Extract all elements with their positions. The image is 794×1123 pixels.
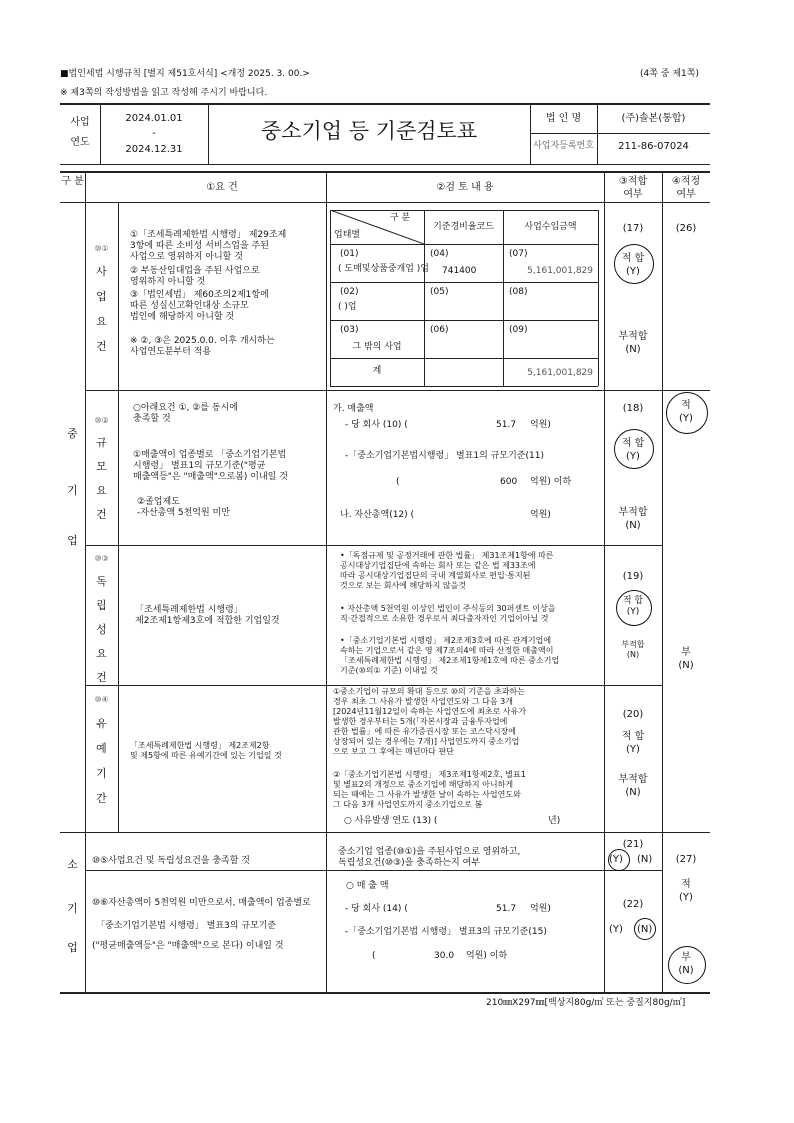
s102-asset: 나. 자산총액(12) ( <box>340 510 415 520</box>
s106-req-3: ("평균매출액등"은 "매출액"으로 본다) 이내일 것 <box>92 941 284 951</box>
section-102-title: 규 <box>96 436 107 449</box>
rule <box>424 210 425 386</box>
s106-company: - 당 회사 (14) ( <box>345 904 408 914</box>
s101-fit-yes: 적 합 (Y) <box>621 253 645 277</box>
s102-req-1: ①매출액이 업종별로 「중소기업기본법 시행령」 별표1의 규모기준("평균 매출액등"은 "매출액"으로봄) 이내일 것 <box>133 450 288 482</box>
s102-req-a: ○아래요건 ①, ②를 동시에 충족할 것 <box>133 403 238 424</box>
proper-small-no-label: 부 (N) <box>678 952 694 976</box>
proper-sme-no: (26) <box>675 223 697 234</box>
s106-fit-no: (22) <box>622 899 644 910</box>
period-start: 2024.01.01 <box>125 113 183 124</box>
section-103-title: 건 <box>96 671 107 684</box>
row3-amount-no: (09) <box>509 325 528 335</box>
s106-std-value: 30.0 <box>434 951 455 961</box>
rule <box>60 992 710 994</box>
s103-fit-yes: 적 합 (Y) <box>622 596 644 617</box>
section-101-title: 건 <box>96 340 107 353</box>
s102-std-unit: 억원) 이하 <box>530 477 572 487</box>
section-101-title: 업 <box>96 290 107 303</box>
row3-code-no: (06) <box>430 325 449 335</box>
s102-std-open: ( <box>396 477 400 487</box>
row1-amount: 5,161,001,829 <box>527 266 593 276</box>
tbl-gubun: 구 분 <box>390 213 411 223</box>
tbl-code-header: 기준경비율코드 <box>433 222 494 232</box>
rule <box>662 172 663 992</box>
s101-req-note: ※ ②, ③은 2025.0.0. 이후 개시하는 사업연도분부터 적용 <box>130 336 275 357</box>
col-requirement: ①요 건 <box>206 182 238 193</box>
small-label-2: 기 <box>67 902 78 915</box>
row2-amount-no: (08) <box>509 287 528 297</box>
s106-company-value: 51.7 <box>496 904 517 914</box>
section-102-title: 요 <box>96 484 107 497</box>
biz-no: 211-86-07024 <box>618 141 689 152</box>
section-104-title: 유 <box>96 717 107 730</box>
tbl-upte: 업태별 <box>334 230 361 240</box>
s106-std-open: ( <box>372 951 376 961</box>
s105-fit-n: (N) <box>637 854 653 865</box>
corp-name: (주)솔본(통합) <box>621 113 686 124</box>
col-review: ②검 토 내 용 <box>436 182 494 193</box>
s102-company: - 당 회사 (10) ( <box>345 420 408 430</box>
s104-fit-yes: 적 합 (Y) <box>621 731 645 755</box>
s102-company-value: 51.7 <box>496 420 517 430</box>
rule <box>60 171 710 173</box>
s101-fit-no: (17) <box>622 223 644 234</box>
s106-rv-a: ○ 매 출 액 <box>346 881 389 891</box>
s106-fit-yes: (Y) <box>609 924 623 935</box>
s106-req-1: ⑩⑥자산총액이 5천억원 미만으로서, 매출액이 업종별로 <box>92 898 311 908</box>
s106-std-unit: 억원) 이하 <box>466 951 508 961</box>
s106-req-2: 「중소기업기본법 시행령」 별표3의 규모기준 <box>96 921 277 931</box>
rule <box>118 202 119 832</box>
proper-small-yes: 적 (Y) <box>679 879 693 903</box>
s103-rv-3: •「중소기업기본법 시행령」 제2조제3호에 따른 관계기업에 속하는 기업으로서 같은 영 제7조의4에 따라 산정한 매출액이 「조세특례제한법 시행령」 제2조제1항제1호에 따른 중소기업 기준(⑩의① 기준) 이내일 것 <box>340 636 560 675</box>
s104-rv-2: ②「중소기업기본법 시행령」 제3조제1항제2호, 별표1 및 별표2의 개정으로 중소기업에 해당하지 아니하게 되는 때에는 그 사유가 발생한 날이 속하는 사업연도와 그 다음 3개 사업연도까지 중소기업으로 봄 <box>333 770 526 809</box>
small-label-3: 업 <box>67 941 78 954</box>
col-proper: ④적정 여부 <box>671 176 701 200</box>
sme-label-2: 기 <box>67 484 78 497</box>
section-102-code: ⑩② <box>94 416 109 425</box>
row2-no: (02) <box>340 287 359 297</box>
section-101-code: ⑩① <box>94 244 109 253</box>
rule <box>330 244 598 245</box>
period-end: 2024.12.31 <box>125 144 183 155</box>
section-104-title: 간 <box>96 792 107 805</box>
section-103-code: ⑩③ <box>94 554 109 563</box>
row1-code: 741400 <box>442 266 477 276</box>
s106-fit-n: (N) <box>637 924 653 935</box>
rule <box>85 390 710 391</box>
rule <box>330 320 598 321</box>
row3-no: (03) <box>340 325 359 335</box>
rule <box>530 133 710 134</box>
s104-rv-3-end: 년) <box>548 816 561 826</box>
s104-req: 「조세특례제한법 시행령」 제2조제2항 및 제5항에 따른 유예기간에 있는 기업일 것 <box>130 741 282 760</box>
s102-fit-no-label: 부적합 (N) <box>618 507 648 531</box>
s101-fit-no-label: 부적합 (N) <box>618 331 648 355</box>
period-label: 사업 <box>70 117 90 128</box>
section-102-title: 건 <box>96 508 107 521</box>
rule <box>85 870 662 871</box>
page-info: (4쪽 중 제1쪽) <box>640 69 699 79</box>
row2-code-no: (05) <box>430 287 449 297</box>
row3-name: 그 밖의 사업 <box>352 342 402 352</box>
s106-std: -「중소기업기본법 시행령」 별표3의 규모기준(15) <box>345 927 547 937</box>
s105-rv: 중소기업 업종(⑩①)을 주된사업으로 영위하고, 독립성요건(⑩③)을 충족하는지 여부 <box>338 847 521 868</box>
s103-req: 「조세특례제한법 시행령」 제2조제1항제3호에 적합한 기업일것 <box>135 605 280 626</box>
s102-rv-a: 가. 매출액 <box>333 404 374 414</box>
rule <box>330 386 598 387</box>
rule <box>598 210 599 386</box>
s101-req-2: ② 부동산임대업을 주된 사업으로 영위하지 아니할 것 <box>130 266 260 287</box>
s103-fit-no-label: 부적합 (N) <box>621 640 645 659</box>
s102-fit-no: (18) <box>622 403 644 414</box>
s102-asset-unit: 억원) <box>530 510 551 520</box>
section-103-title: 요 <box>96 647 107 660</box>
small-label-1: 소 <box>67 858 78 871</box>
rule <box>330 358 598 359</box>
s105-fit-yes: (Y) <box>609 854 623 865</box>
s101-req-1: ①「조세특례제한법 시행령」 제29조제 3항에 따른 소비성 서비스업을 주된 사업으로 영위하지 아니할 것 <box>130 230 287 262</box>
rule <box>330 282 598 283</box>
total-amount: 5,161,001,829 <box>527 368 593 378</box>
rule <box>85 685 662 686</box>
s106-company-unit: 억원) <box>530 904 551 914</box>
section-101-title: 사 <box>96 265 107 278</box>
section-103-title: 립 <box>96 599 107 612</box>
row1-code-no: (04) <box>430 249 449 259</box>
section-104-title: 예 <box>96 742 107 755</box>
s105-req: ⑩⑤사업요건 및 독립성요건을 충족할 것 <box>92 856 250 866</box>
section-101-title: 요 <box>96 315 107 328</box>
section-104-title: 기 <box>96 767 107 780</box>
period-label: 연도 <box>70 137 90 148</box>
total-label: 계 <box>372 366 382 376</box>
form-title: 중소기업 등 기준검토표 <box>260 119 478 143</box>
row1-no: (01) <box>340 249 359 259</box>
rule <box>85 545 662 546</box>
rule <box>503 210 504 386</box>
biz-no-label: 사업자등록번호 <box>533 141 594 151</box>
proper-sme-yes: 적 (Y) <box>679 400 693 424</box>
s104-fit-no: (20) <box>622 709 644 720</box>
section-104-code: ⑩④ <box>94 695 109 704</box>
section-103-title: 성 <box>96 623 107 636</box>
rule <box>60 103 710 105</box>
rule <box>60 832 710 833</box>
corp-name-label: 법 인 명 <box>545 113 582 124</box>
s102-fit-yes: 적 합 (Y) <box>621 438 645 462</box>
tbl-amount-header: 사업수입금액 <box>524 222 577 232</box>
s102-req-2: ②졸업제도 -자산총액 5천억원 미만 <box>137 497 230 518</box>
col-gubun: 구 분 <box>61 176 84 187</box>
col-fit: ③적합 여부 <box>618 176 648 200</box>
period-dash: - <box>152 128 156 139</box>
proper-sme-no-label: 부 (N) <box>678 647 694 671</box>
s105-fit-no: (21) <box>622 839 644 850</box>
fill-notice: ※ 제3쪽의 작성방법을 읽고 작성해 주시기 바랍니다. <box>60 88 268 98</box>
row2-name: ( )업 <box>338 302 357 312</box>
s102-std: -「중소기업기본법시행령」 별표1의 규모기준(11) <box>345 451 544 461</box>
proper-small-no: (27) <box>675 854 697 865</box>
section-103-title: 독 <box>96 575 107 588</box>
s104-fit-no-label: 부적합 (N) <box>618 774 648 798</box>
row1-name: ( 도매및상품중개업 )업 <box>338 264 429 274</box>
s101-req-3: ③「법인세법」 제60조의2제1항에 따른 성실신고확인대상 소규모 법인에 해당하지 아니할 것 <box>130 290 269 322</box>
rule <box>60 164 710 165</box>
s104-rv-1: ①중소기업이 규모의 확대 등으로 ⑩의 기준을 초과하는 경우 최초 그 사유가 발생한 사업연도와 그 다음 3개 [2024년11월12일이 속하는 사업연도에 최초로 사유가 발생한 경우부터는 5개(「자본시장과 금융투자업에 관한 법률」에 따른 유가증권시장 또는 코스닥시장에 상장되어 있는 경우에는 7개)] 사업연도까지 중소기업 으로 보고 그 후에는 매년마다 판단 <box>333 687 527 756</box>
law-reference: ■법인세법 시행규칙 [별지 제51호서식] <개정 2025. 3. 00.> <box>60 69 310 79</box>
rule <box>326 172 327 992</box>
s103-rv-1: •「독점규제 및 공정거래에 관한 법률」 제31조제1항에 따른 공시대상기업집단에 속하는 회사 또는 같은 법 제33조에 따라 공시대상기업집단의 국내 계열회사로 편입·통지된 것으로 보는 회사에 해당하지 않을것 <box>340 551 554 590</box>
section-102-title: 모 <box>96 460 107 473</box>
row1-amount-no: (07) <box>509 249 528 259</box>
s103-rv-2: • 자산총액 5천억원 이상인 법인이 주식등의 30퍼센트 이상을 직·간접적으로 소유한 경우로서 최다출자자인 기업이아닐 것 <box>340 604 556 623</box>
sme-label-3: 업 <box>67 534 78 547</box>
paper-spec: 210㎜X297㎜[백상지80g/㎡ 또는 중질지80g/㎡] <box>486 998 686 1008</box>
sme-label-1: 중 <box>67 427 78 440</box>
rule <box>60 202 710 203</box>
s104-rv-3: ○ 사유발생 연도 (13) ( <box>344 816 438 826</box>
s103-fit-no: (19) <box>622 571 644 582</box>
s102-company-unit: 억원) <box>530 420 551 430</box>
s102-std-value: 600 <box>500 477 518 487</box>
